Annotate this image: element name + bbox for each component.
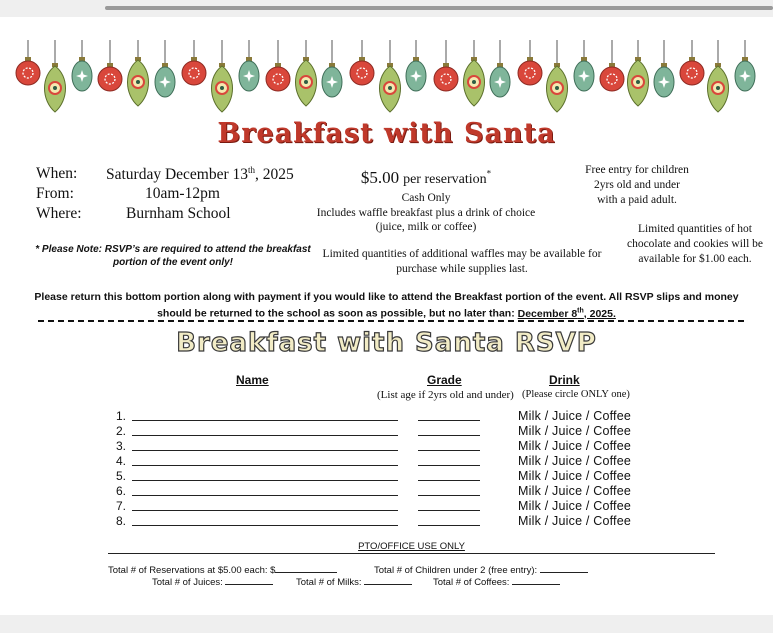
rsvp-title: Breakfast with Santa RSVP xyxy=(176,328,597,358)
ornament-icon xyxy=(266,40,290,91)
when-value: Saturday December 13th, 2025 xyxy=(106,165,294,184)
total-juices-blank[interactable] xyxy=(225,584,273,585)
name-blank[interactable] xyxy=(132,435,398,436)
total-reservations-blank[interactable] xyxy=(275,572,337,573)
ornament-icon xyxy=(547,40,568,112)
row-number: 2. xyxy=(115,424,126,438)
return-notice: Please return this bottom portion along with payment if you would like to attend the Breakfast portion of the event. All RSVP slips and money should be returned to the school as soon as possible, but no later than: December 8th, 2025. xyxy=(34,291,739,320)
ornament-icon xyxy=(735,40,755,91)
page-bottom-margin xyxy=(0,615,773,633)
rsvp-row xyxy=(112,409,672,424)
ornament-icon xyxy=(380,40,401,112)
ornament-icon xyxy=(406,40,426,91)
grade-blank[interactable] xyxy=(418,510,480,511)
ornament-icon xyxy=(680,40,704,85)
total-coffees-blank[interactable] xyxy=(512,584,560,585)
total-milks-blank[interactable] xyxy=(364,584,412,585)
name-blank[interactable] xyxy=(132,510,398,511)
ornament-icon xyxy=(239,40,259,91)
row-number: 5. xyxy=(115,469,126,483)
grade-blank[interactable] xyxy=(418,480,480,481)
when-label: When: xyxy=(36,165,78,182)
where-value: Burnham School xyxy=(126,205,231,222)
ornament-icon xyxy=(182,40,206,85)
total-juices-field: Total # of Juices: xyxy=(152,577,273,588)
grade-blank[interactable] xyxy=(418,435,480,436)
window-top-scrollbar[interactable] xyxy=(105,6,773,10)
cash-only: Cash Only xyxy=(401,192,451,204)
ornament-icon xyxy=(350,40,374,85)
drink-options[interactable]: Milk / Juice / Coffee xyxy=(518,439,632,453)
rsvp-required-note: * Please Note: RSVP’s are required to attend the breakfast portion of the event only! xyxy=(35,244,311,268)
cut-line xyxy=(38,320,744,322)
row-number: 8. xyxy=(115,514,126,528)
grade-blank[interactable] xyxy=(418,465,480,466)
event-title: Breakfast with Santa xyxy=(217,118,556,149)
from-value: 10am-12pm xyxy=(145,185,220,202)
drink-options[interactable]: Milk / Juice / Coffee xyxy=(518,454,632,468)
rsvp-row xyxy=(112,454,672,469)
total-reservations-field: Total # of Reservations at $5.00 each: $ xyxy=(108,565,337,576)
office-use-heading: PTO/OFFICE USE ONLY xyxy=(358,541,465,552)
drink-column-header: Drink xyxy=(549,373,580,387)
ornament-icon xyxy=(518,40,542,85)
ornament-icon xyxy=(628,40,649,106)
rsvp-row xyxy=(112,439,672,454)
name-blank[interactable] xyxy=(132,465,398,466)
drink-column-note: (Please circle ONLY one) xyxy=(522,389,630,400)
row-number: 4. xyxy=(115,454,126,468)
grade-column-note: (List age if 2yrs old and under) xyxy=(377,389,514,401)
name-blank[interactable] xyxy=(132,495,398,496)
ornament-icon xyxy=(128,40,149,106)
drink-options[interactable]: Milk / Juice / Coffee xyxy=(518,469,632,483)
row-number: 3. xyxy=(115,439,126,453)
ornament-icon xyxy=(98,40,122,91)
drink-options[interactable]: Milk / Juice / Coffee xyxy=(518,484,632,498)
name-blank[interactable] xyxy=(132,450,398,451)
ornament-icon xyxy=(322,40,342,97)
ornament-icon xyxy=(45,40,66,112)
rsvp-row xyxy=(112,469,672,484)
grade-blank[interactable] xyxy=(418,495,480,496)
row-number: 6. xyxy=(115,484,126,498)
rsvp-row xyxy=(112,514,672,529)
ornament-icon xyxy=(574,40,594,91)
total-children-blank[interactable] xyxy=(540,572,588,573)
total-coffees-field: Total # of Coffees: xyxy=(433,577,560,588)
drink-options[interactable]: Milk / Juice / Coffee xyxy=(518,514,632,528)
row-number: 7. xyxy=(115,499,126,513)
ornament-icon xyxy=(464,40,485,106)
name-blank[interactable] xyxy=(132,420,398,421)
ornament-icon xyxy=(600,40,624,91)
ornament-icon xyxy=(296,40,317,106)
grade-column-header: Grade xyxy=(427,373,462,387)
rsvp-row xyxy=(112,424,672,439)
ornament-garland xyxy=(0,40,773,124)
drink-options[interactable]: Milk / Juice / Coffee xyxy=(518,499,632,513)
grade-blank[interactable] xyxy=(418,420,480,421)
where-label: Where: xyxy=(36,205,82,222)
ornament-icon xyxy=(490,40,510,97)
ornament-icon xyxy=(72,40,92,91)
grade-blank[interactable] xyxy=(418,525,480,526)
total-children-field: Total # of Children under 2 (free entry): xyxy=(374,565,588,576)
name-blank[interactable] xyxy=(132,525,398,526)
drink-options[interactable]: Milk / Juice / Coffee xyxy=(518,409,632,423)
price-line: $5.00 per reservation* xyxy=(360,168,492,187)
name-blank[interactable] xyxy=(132,480,398,481)
ornament-icon xyxy=(708,40,729,112)
ornament-icon xyxy=(654,40,674,97)
hot-chocolate-text: Limited quantities of hot chocolate and cookies will be available for $1.00 each. xyxy=(626,223,764,265)
ornament-icon xyxy=(434,40,458,91)
row-number: 1. xyxy=(115,409,126,423)
extra-waffles-text: Limited quantities of additional waffles may be available for purchase while supplies last. xyxy=(322,248,602,275)
total-milks-field: Total # of Milks: xyxy=(296,577,412,588)
includes-text: Includes waffle breakfast plus a drink of choice (juice, milk or coffee) xyxy=(316,207,536,233)
rsvp-row xyxy=(112,484,672,499)
ornament-icon xyxy=(212,40,233,112)
rsvp-row xyxy=(112,499,672,514)
free-entry-text: Free entry for children 2yrs old and under with a paid adult. xyxy=(585,164,689,206)
grade-blank[interactable] xyxy=(418,450,480,451)
office-use-divider xyxy=(108,541,715,554)
name-column-header: Name xyxy=(236,373,269,387)
from-label: From: xyxy=(36,185,74,202)
ornament-icon xyxy=(155,40,175,97)
drink-options[interactable]: Milk / Juice / Coffee xyxy=(518,424,632,438)
ornament-icon xyxy=(16,40,40,85)
